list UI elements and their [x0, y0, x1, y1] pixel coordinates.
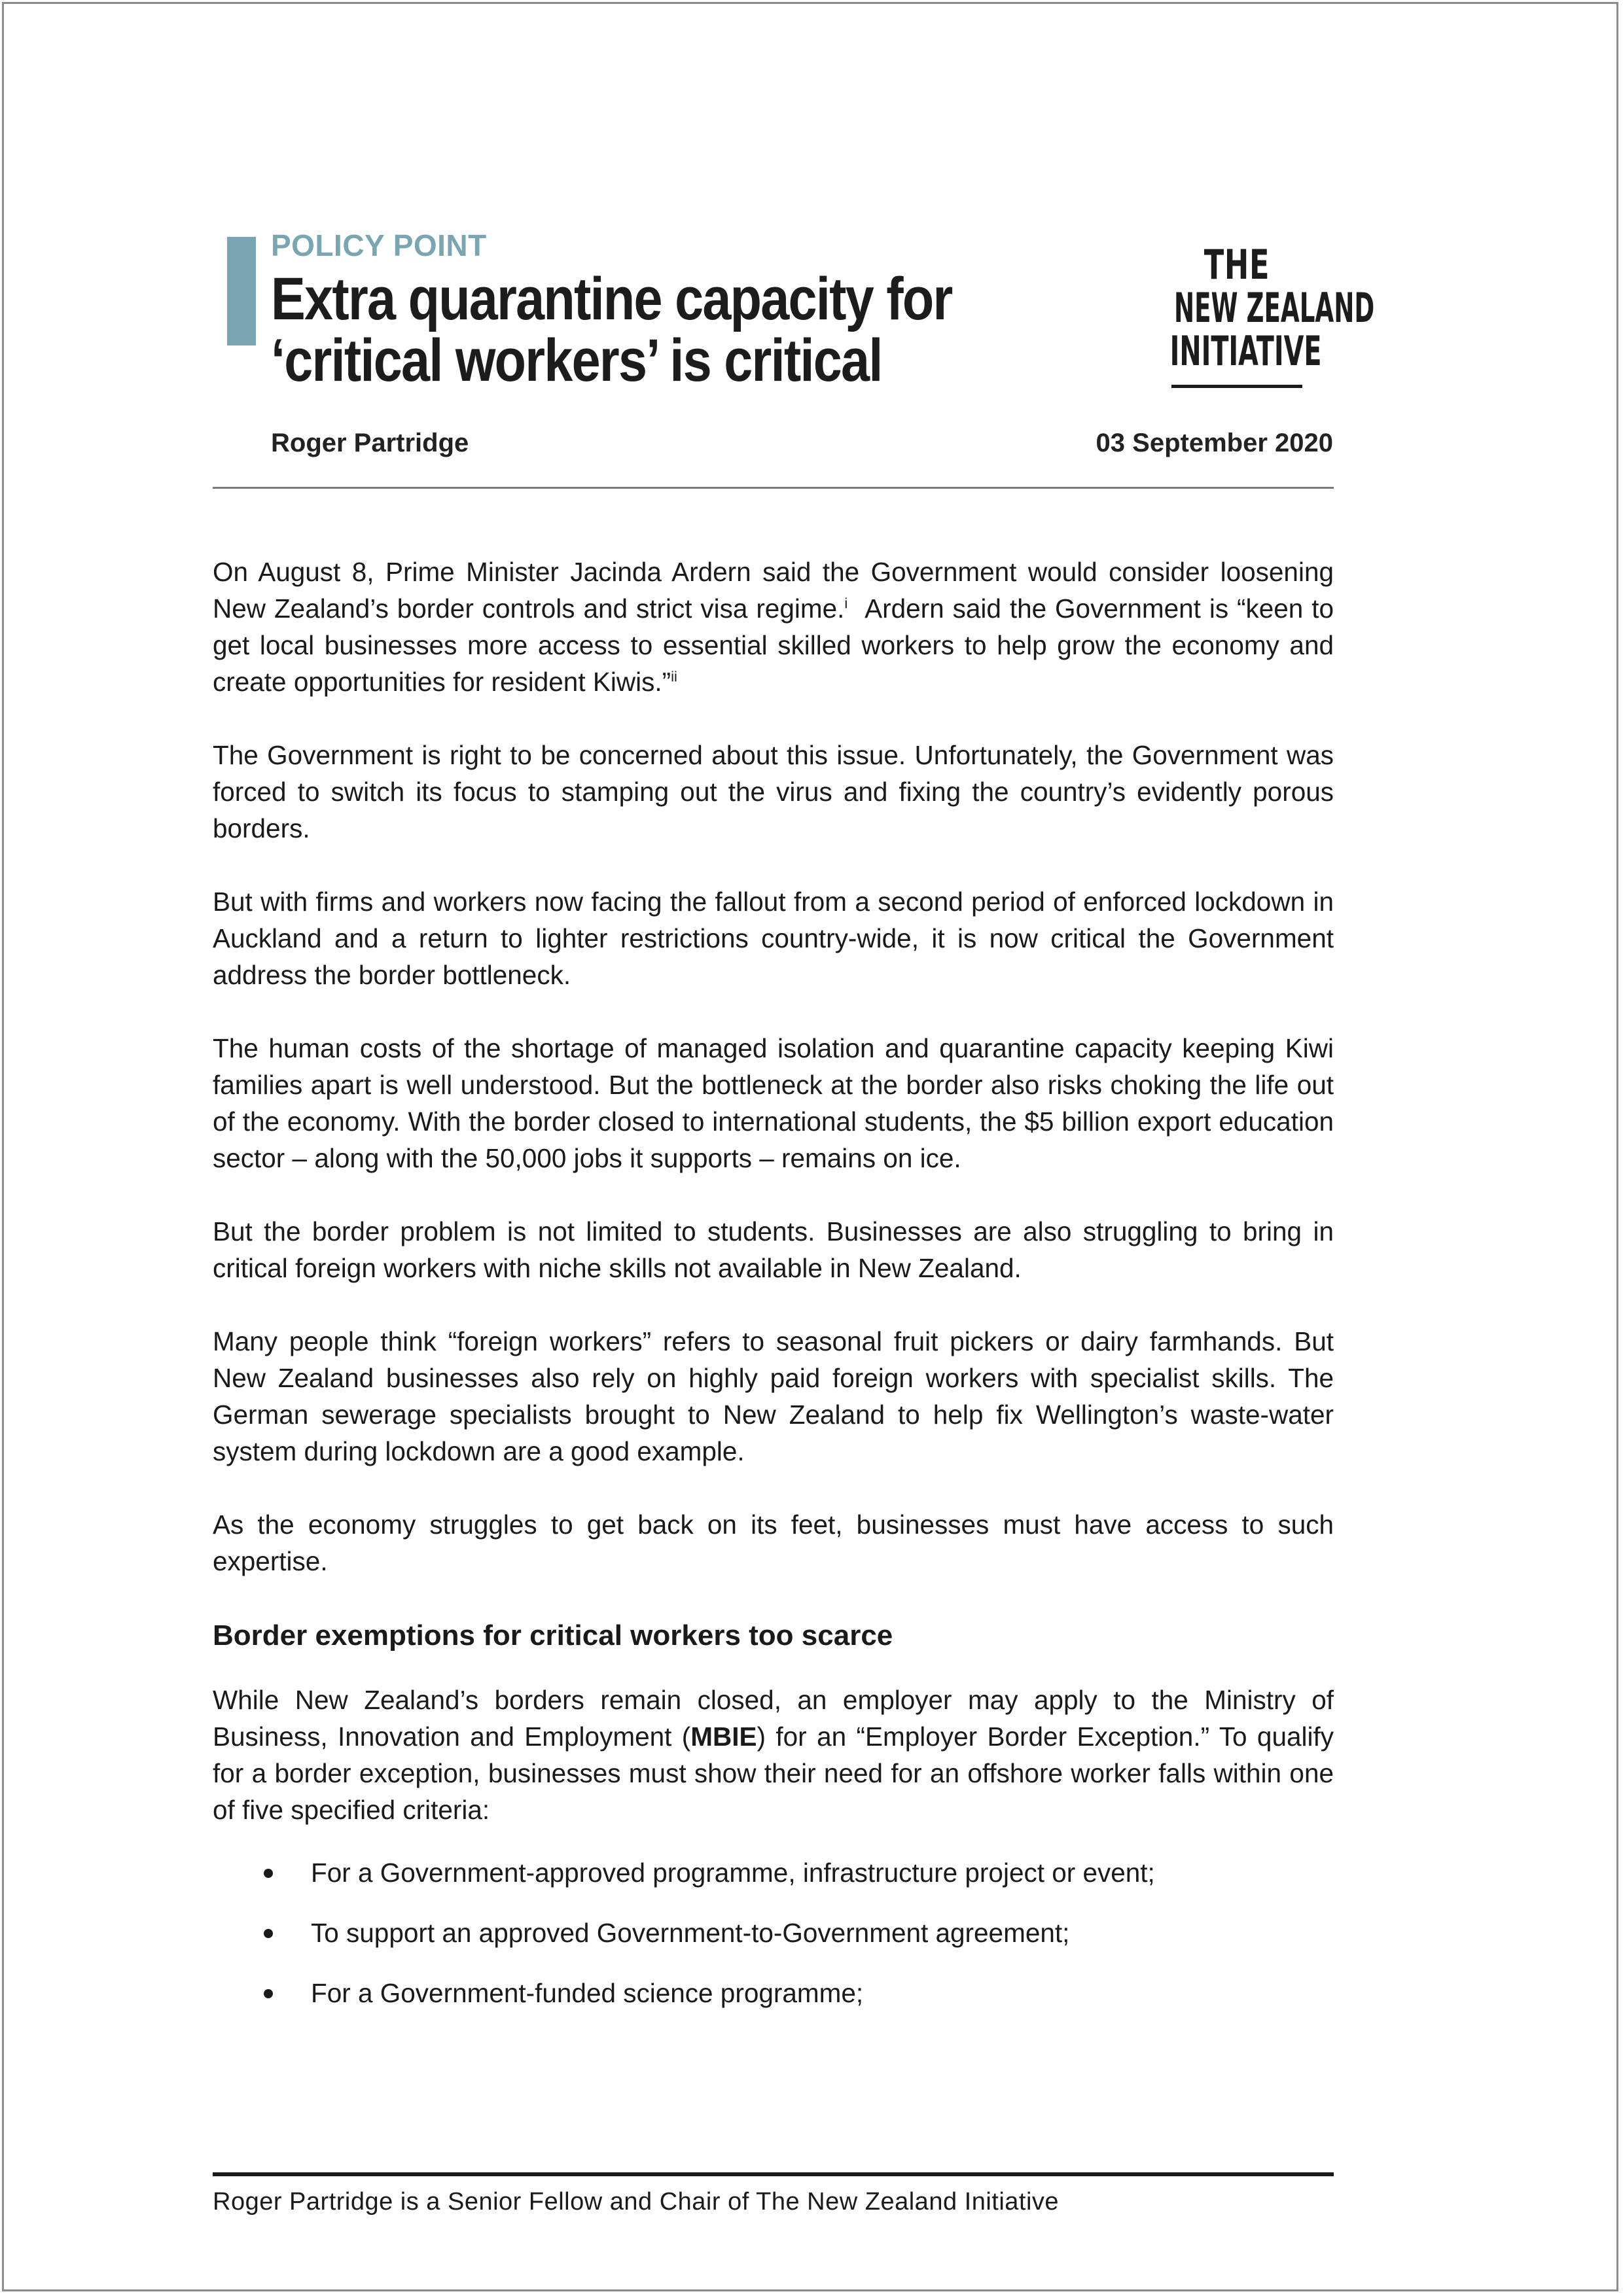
- logo-line-1: THE: [1204, 241, 1270, 289]
- section-heading: Border exemptions for critical workers too scarce: [213, 1619, 893, 1651]
- publication-date: 03 September 2020: [1096, 429, 1333, 457]
- list-item-text: For a Government-approved programme, infrastructure project or event;: [311, 1858, 1155, 1888]
- paragraph-1-text-a: On August 8, Prime Minister Jacinda Ardern said the Government would consider loosening New Zealand’s border controls and strict visa regime.: [213, 557, 1334, 624]
- section-label: POLICY POINT: [271, 228, 487, 262]
- bullet-icon: [264, 1869, 273, 1878]
- list-item: [213, 1854, 1334, 1891]
- list-item-text: To support an approved Government-to-Government agreement;: [311, 1918, 1070, 1948]
- paragraph-4: The human costs of the shortage of managed isolation and quarantine capacity keeping Kiwi families apart is well understood. But the bottleneck at the border also risks choking the life out of the economy. With the border closed to international students, the $5 billion export education sector – along with the 50,000 jobs it supports – remains on ice.: [213, 1033, 1334, 1173]
- list-item-text: For a Government-funded science programme;: [311, 1978, 864, 2008]
- footer-divider: [213, 2172, 1334, 2176]
- header-divider: [213, 487, 1334, 489]
- bullet-icon: [264, 1989, 273, 1998]
- paragraph-2: The Government is right to be concerned about this issue. Unfortunately, the Government was forced to switch its focus to stamping out the virus and fixing the country’s evidently porous borders.: [213, 740, 1334, 843]
- logo-line-2: NEW ZEALAND: [1174, 284, 1375, 332]
- list-item: [213, 1975, 1334, 2011]
- author-name: Roger Partridge: [271, 429, 469, 457]
- organization-logo: [1132, 241, 1375, 394]
- title-line-1: Extra quarantine capacity for: [271, 266, 952, 332]
- footer-note: Roger Partridge is a Senior Fellow and Chair of The New Zealand Initiative: [213, 2188, 1060, 2216]
- endnote-ref-i[interactable]: i: [844, 595, 848, 612]
- criteria-list: [213, 1854, 1334, 2011]
- page-title: [271, 266, 1003, 394]
- accent-bar: [227, 237, 256, 345]
- paragraph-8-text-a: While New Zealand’s borders remain closed, an employer may apply to the Ministry of Business, Innovation and Employment (: [213, 1685, 1334, 1752]
- paragraph-5: But the border problem is not limited to students. Businesses are also struggling to bring in critical foreign workers with niche skills not available in New Zealand.: [213, 1216, 1334, 1283]
- paragraph-1-text-b: Ardern said the Government is “keen to get local businesses more access to essential skilled workers to help grow the economy and create opportunities for resident Kiwis.”: [213, 593, 1334, 697]
- endnote-ref-ii[interactable]: ii: [671, 668, 677, 685]
- paragraph-6: Many people think “foreign workers” refers to seasonal fruit pickers or dairy farmhands. But New Zealand businesses also rely on highly paid foreign workers with specialist skills. The German sewerage specialists brought to New Zealand to help fix Wellington’s waste-water system during lockdown are a good example.: [213, 1326, 1334, 1466]
- title-line-2: ‘critical workers’ is critical: [271, 327, 882, 394]
- logo-underline: [1171, 385, 1302, 388]
- bullet-icon: [264, 1929, 273, 1938]
- paragraph-7: As the economy struggles to get back on its feet, businesses must have access to such expertise.: [213, 1510, 1334, 1576]
- paragraph-8: [213, 1682, 1334, 1828]
- logo-line-3: INITIATIVE: [1169, 327, 1322, 375]
- list-item: [213, 1915, 1334, 1951]
- article-body: [213, 554, 1334, 2035]
- paragraph-3: But with firms and workers now facing the fallout from a second period of enforced lockdown in Auckland and a return to lighter restrictions country-wide, it is now critical the Government address the border bottleneck.: [213, 887, 1334, 990]
- paragraph-1: [213, 554, 1334, 700]
- paragraph-8-bold: MBIE: [690, 1722, 757, 1752]
- paragraph-8-text-b: ) for an “Employer Border Exception.” To qualify for a border exception, businesses must show their need for an offshore worker falls within one of five specified criteria:: [213, 1722, 1334, 1825]
